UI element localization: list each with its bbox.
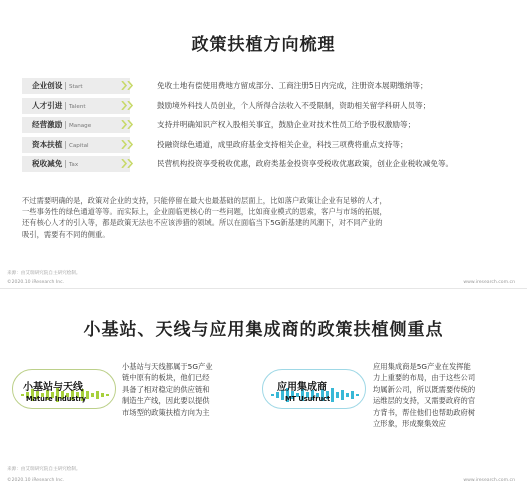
site-url: www.iresearch.com.cn (463, 478, 515, 483)
slide-title: 小基站、天线与应用集成商的政策扶植侧重点 (83, 320, 444, 340)
source-note: 来源：由艾瑞研究院自主研究绘制。 (7, 271, 81, 276)
policy-text: 民营机构投资享受税收优惠，政府类基金投资享受税收优惠政策，创业企业税收减免等。 (157, 159, 454, 168)
badge-title: 小基站与天线 (23, 382, 83, 393)
source-note: 来源：由艾瑞研究院自主研究绘制。 (7, 467, 81, 472)
tag-label-cn: 税收减免 (32, 159, 63, 168)
paragraph-line: 吸引，需要有不同的侧重。 (22, 229, 110, 239)
policy-row-start (22, 77, 512, 97)
double-chevron-icon (121, 159, 137, 168)
description-line: 运维层的支持，又需要政府的官 (373, 396, 476, 406)
description-line: 均属新公司，所以既需要传统的 (373, 384, 476, 394)
tag-label-en: Start (68, 84, 83, 90)
policy-row-capital (22, 136, 512, 156)
double-chevron-icon (121, 101, 137, 110)
tag-separator: | (64, 139, 67, 149)
policy-tag (22, 137, 130, 153)
description-line: 链中原有的板块，他们已经 (122, 373, 210, 383)
description-line: 方背书，帮住他们也帮助政府树 (373, 407, 476, 417)
policy-tag (22, 156, 130, 172)
policy-list (22, 77, 512, 175)
policy-tag (22, 98, 130, 114)
copyright: ©2020.10 iResearch Inc. (7, 280, 65, 285)
tag-separator: | (64, 100, 67, 110)
tag-label-en: Capital (68, 142, 89, 149)
tag-separator: | (64, 81, 67, 90)
tag-label-cn: 人才引进 (32, 100, 63, 110)
tag-label-cn: 资本扶植 (32, 139, 63, 149)
tag-label-en: Talent (68, 103, 86, 110)
tag-separator: | (64, 159, 67, 168)
policy-row-talent (22, 97, 512, 117)
badge-subtitle: MT Usufruct (285, 395, 331, 403)
policy-tag (22, 117, 130, 133)
description-line: 应用集成商是5G产业在发挥能 (373, 362, 471, 371)
description-line: 小基站与天线都属于5G产业 (122, 362, 213, 371)
copyright: ©2020.10 iResearch Inc. (7, 478, 65, 483)
badge-application-integrator (262, 369, 366, 409)
double-chevron-icon (121, 120, 137, 129)
tag-label-en: Manage (68, 123, 92, 129)
tag-label-cn: 经营激励 (32, 120, 63, 129)
badge-small-cell-antenna (12, 369, 116, 409)
paragraph-line: 一些事务性的绿色通道等等。而实际上，企业面临更核心的一些问题，比如商业模式的思索，客户与市场的拓展， (22, 207, 387, 217)
policy-text: 支持并明确知识产权入股相关事宜，鼓励企业对技术性员工给予股权激励等； (157, 120, 416, 129)
paragraph-line: 不过需要明确的是，政策对企业的支持，只能停留在最大也最基础的层面上，比如落户政策让企业有足够的人才， (22, 196, 387, 205)
policy-tag (22, 78, 130, 94)
description-line: 市场型的政策扶植方向为主 (122, 407, 210, 417)
double-chevron-icon (121, 140, 137, 149)
badge-title: 应用集成商 (277, 382, 327, 393)
tag-separator: | (64, 120, 67, 129)
paragraph-line: 还有核心人才的引入等，都是政策无法也不应该涉猎的领域。所以在面临当下5G新基建的风潮下，对不同产业的 (22, 218, 383, 228)
badge-subtitle: Mature Industry (26, 395, 87, 403)
slide-title: 政策扶植方向梳理 (191, 35, 336, 55)
tag-label-en: Tax (68, 162, 79, 168)
description-line: 立形象，形成聚集效应 (373, 419, 446, 429)
double-chevron-icon (121, 81, 137, 90)
policy-text: 鼓励境外科技人员创业，个人所得合法收入不受限制，资助相关留学科研人员等； (157, 100, 431, 110)
policy-text: 免收土地有偿使用费地方留成部分、工商注册5日内完成，注册资本展期缴纳等； (157, 81, 428, 90)
policy-row-tax (22, 155, 512, 175)
tag-label-cn: 企业创设 (32, 81, 63, 90)
summary-paragraph (22, 195, 508, 240)
description-line: 制造生产线，因此要以提供 (122, 396, 210, 406)
description-line: 力上重要的布局，由于这些公司 (373, 373, 476, 383)
description-line: 具备了相对稳定的供应链和 (122, 384, 210, 394)
integrator-description (373, 361, 518, 429)
small-cell-description (122, 361, 252, 418)
slide-divider (0, 288, 527, 289)
policy-text: 投融资绿色通道，成里政府基金支持相关企业，科技三项费将重点支持等； (157, 139, 408, 149)
site-url: www.iresearch.com.cn (463, 280, 515, 285)
policy-row-manage (22, 116, 512, 136)
